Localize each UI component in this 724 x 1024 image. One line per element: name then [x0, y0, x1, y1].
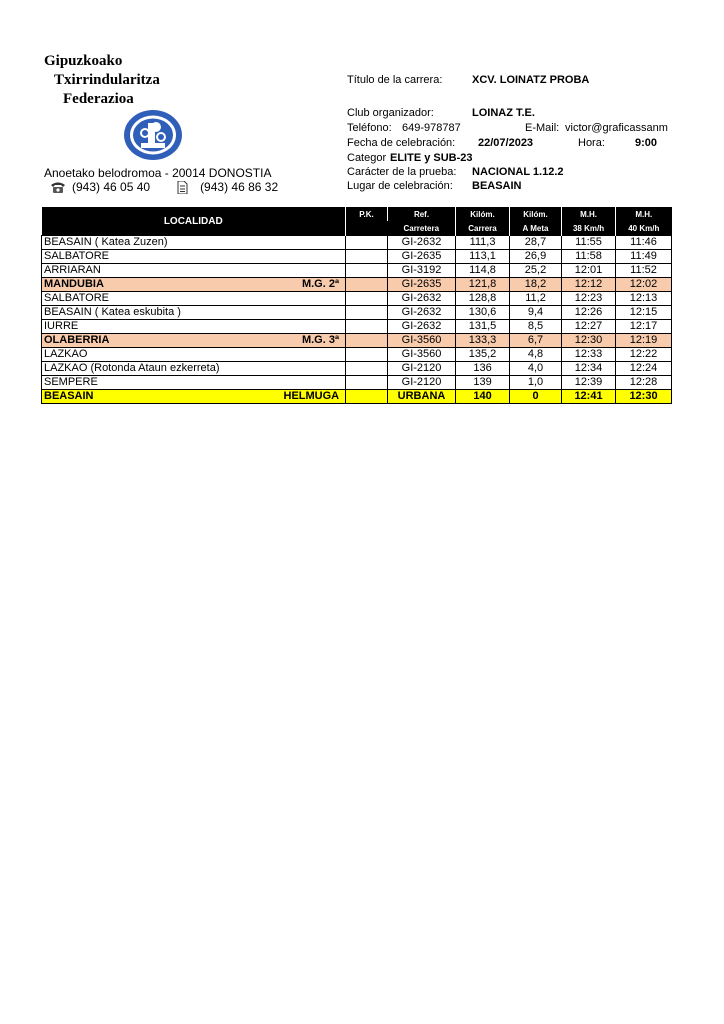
race-title: XCV. LOINATZ PROBA: [472, 74, 590, 86]
pk-cell: [346, 278, 388, 292]
km-race-cell: 136: [456, 362, 510, 376]
route-table-body: [42, 236, 672, 404]
climb-category-cell: [282, 376, 346, 390]
time-40-cell: 11:49: [616, 250, 672, 264]
km-race-cell: 131,5: [456, 320, 510, 334]
location-cell: SALBATORE: [42, 250, 282, 264]
km-to-finish-cell: 0: [510, 390, 562, 404]
location-cell: LAZKAO (Rotonda Ataun ezkerreta): [42, 362, 282, 376]
time-38-cell: 12:39: [562, 376, 616, 390]
location-cell: ARRIARAN: [42, 264, 282, 278]
table-row: [42, 334, 672, 348]
federation-phone: (943) 46 05 40: [72, 180, 151, 194]
table-row: [42, 390, 672, 404]
telephone-icon: [50, 181, 66, 194]
pk-cell: [346, 236, 388, 250]
table-row: [42, 306, 672, 320]
climb-category-cell: [282, 264, 346, 278]
header-km-carrera-sub: Carrera: [456, 221, 510, 236]
km-to-finish-cell: 4,8: [510, 348, 562, 362]
time-38-cell: 11:55: [562, 236, 616, 250]
pk-cell: [346, 390, 388, 404]
time-38-cell: 11:58: [562, 250, 616, 264]
location-cell: BEASAIN ( Katea Zuzen): [42, 236, 282, 250]
location-cell: BEASAIN ( Katea eskubita ): [42, 306, 282, 320]
location-cell: LAZKAO: [42, 348, 282, 362]
route-table: [41, 207, 672, 404]
table-row: [42, 264, 672, 278]
time-40-cell: 12:17: [616, 320, 672, 334]
location-cell: SALBATORE: [42, 292, 282, 306]
header-km-meta: Kilóm.: [510, 207, 562, 221]
club-label: Club organizador:: [347, 107, 434, 119]
pk-cell: [346, 250, 388, 264]
location-cell: BEASAIN: [42, 390, 282, 404]
race-date: 22/07/2023: [478, 137, 534, 149]
km-to-finish-cell: 18,2: [510, 278, 562, 292]
table-row: [42, 348, 672, 362]
km-race-cell: 135,2: [456, 348, 510, 362]
time-40-cell: 12:02: [616, 278, 672, 292]
race-phone: 649-978787: [402, 122, 461, 134]
race-character: NACIONAL 1.12.2: [472, 166, 564, 178]
pk-cell: [346, 320, 388, 334]
federation-name-line-2: Txirrindularitza: [54, 72, 160, 88]
pk-cell: [346, 306, 388, 320]
document-icon: [174, 181, 190, 194]
time-38-cell: 12:34: [562, 362, 616, 376]
location-cell: IURRE: [42, 320, 282, 334]
km-race-cell: 114,8: [456, 264, 510, 278]
table-row: [42, 278, 672, 292]
road-ref-cell: URBANA: [388, 390, 456, 404]
table-row: [42, 320, 672, 334]
km-to-finish-cell: 28,7: [510, 236, 562, 250]
road-ref-cell: GI-2635: [388, 278, 456, 292]
race-hour: 9:00: [635, 137, 658, 149]
time-38-cell: 12:12: [562, 278, 616, 292]
km-race-cell: 111,3: [456, 236, 510, 250]
header-localidad: LOCALIDAD: [42, 207, 346, 236]
road-ref-cell: GI-2120: [388, 362, 456, 376]
email-label: E-Mail:: [525, 122, 560, 134]
km-race-cell: 130,6: [456, 306, 510, 320]
header-km-carrera: Kilóm.: [456, 207, 510, 221]
climb-category-cell: M.G. 3ª: [282, 334, 346, 348]
km-to-finish-cell: 1,0: [510, 376, 562, 390]
km-to-finish-cell: 9,4: [510, 306, 562, 320]
place-label: Lugar de celebración:: [347, 180, 453, 192]
header-mh40-sub: 40 Km/h: [616, 221, 672, 236]
time-40-cell: 12:15: [616, 306, 672, 320]
road-ref-cell: GI-2632: [388, 320, 456, 334]
time-40-cell: 11:46: [616, 236, 672, 250]
km-to-finish-cell: 4,0: [510, 362, 562, 376]
road-ref-cell: GI-3192: [388, 264, 456, 278]
header-mh38: M.H.: [562, 207, 616, 221]
time-40-cell: 12:19: [616, 334, 672, 348]
character-label: Carácter de la prueba:: [347, 166, 457, 178]
race-title-label: Título de la carrera:: [347, 74, 443, 86]
race-phone-label: Teléfono:: [347, 122, 392, 134]
pk-cell: [346, 362, 388, 376]
header-mh40: M.H.: [616, 207, 672, 221]
km-to-finish-cell: 26,9: [510, 250, 562, 264]
climb-category-cell: [282, 306, 346, 320]
km-race-cell: 139: [456, 376, 510, 390]
race-category: ELITE y SUB-23: [390, 152, 473, 164]
road-ref-cell: GI-2632: [388, 236, 456, 250]
time-38-cell: 12:27: [562, 320, 616, 334]
time-40-cell: 11:52: [616, 264, 672, 278]
climb-category-cell: [282, 362, 346, 376]
time-38-cell: 12:41: [562, 390, 616, 404]
header-mh38-sub: 38 Km/h: [562, 221, 616, 236]
federation-fax: (943) 46 86 32: [200, 180, 279, 194]
climb-category-cell: [282, 320, 346, 334]
climb-category-cell: [282, 250, 346, 264]
km-race-cell: 140: [456, 390, 510, 404]
location-cell: MANDUBIA: [42, 278, 282, 292]
table-row: [42, 362, 672, 376]
federation-contacts: [50, 180, 278, 194]
time-40-cell: 12:24: [616, 362, 672, 376]
table-row: [42, 292, 672, 306]
federation-name-line-1: Gipuzkoako: [44, 53, 123, 69]
table-row: [42, 376, 672, 390]
time-40-cell: 12:13: [616, 292, 672, 306]
header-km-meta-sub: A Meta: [510, 221, 562, 236]
table-row: [42, 250, 672, 264]
date-label: Fecha de celebración:: [347, 137, 456, 149]
race-place: BEASAIN: [472, 180, 522, 192]
pk-cell: [346, 264, 388, 278]
climb-category-cell: [282, 348, 346, 362]
federation-name-line-3: Federazioa: [63, 91, 134, 107]
table-row: [42, 236, 672, 250]
km-race-cell: 128,8: [456, 292, 510, 306]
road-ref-cell: GI-2632: [388, 292, 456, 306]
time-38-cell: 12:30: [562, 334, 616, 348]
time-38-cell: 12:23: [562, 292, 616, 306]
climb-category-cell: HELMUGA: [282, 390, 346, 404]
pk-cell: [346, 348, 388, 362]
federation-logo: [123, 109, 183, 161]
km-to-finish-cell: 8,5: [510, 320, 562, 334]
km-to-finish-cell: 11,2: [510, 292, 562, 306]
climb-category-cell: [282, 292, 346, 306]
climb-category-cell: [282, 236, 346, 250]
road-ref-cell: GI-3560: [388, 334, 456, 348]
header-ref-sub: Carretera: [388, 221, 456, 236]
time-38-cell: 12:33: [562, 348, 616, 362]
header-pk: P.K.: [346, 207, 388, 236]
time-38-cell: 12:26: [562, 306, 616, 320]
table-header-row-1: [42, 207, 672, 221]
climb-category-cell: M.G. 2ª: [282, 278, 346, 292]
km-race-cell: 133,3: [456, 334, 510, 348]
location-cell: OLABERRIA: [42, 334, 282, 348]
federation-name: [44, 52, 160, 109]
time-38-cell: 12:01: [562, 264, 616, 278]
time-40-cell: 12:22: [616, 348, 672, 362]
time-40-cell: 12:28: [616, 376, 672, 390]
km-to-finish-cell: 25,2: [510, 264, 562, 278]
road-ref-cell: GI-2120: [388, 376, 456, 390]
club-name: LOINAZ T.E.: [472, 107, 535, 119]
time-40-cell: 12:30: [616, 390, 672, 404]
km-race-cell: 121,8: [456, 278, 510, 292]
category-label: Categor: [347, 152, 387, 164]
road-ref-cell: GI-2632: [388, 306, 456, 320]
pk-cell: [346, 334, 388, 348]
email-value: victor@graficassanm: [565, 122, 668, 134]
federation-address: Anoetako belodromoa - 20014 DONOSTIA: [44, 166, 272, 180]
hour-label: Hora:: [578, 137, 605, 149]
road-ref-cell: GI-2635: [388, 250, 456, 264]
km-to-finish-cell: 6,7: [510, 334, 562, 348]
pk-cell: [346, 292, 388, 306]
pk-cell: [346, 376, 388, 390]
road-ref-cell: GI-3560: [388, 348, 456, 362]
header-ref: Ref.: [388, 207, 456, 221]
location-cell: SEMPERE: [42, 376, 282, 390]
km-race-cell: 113,1: [456, 250, 510, 264]
